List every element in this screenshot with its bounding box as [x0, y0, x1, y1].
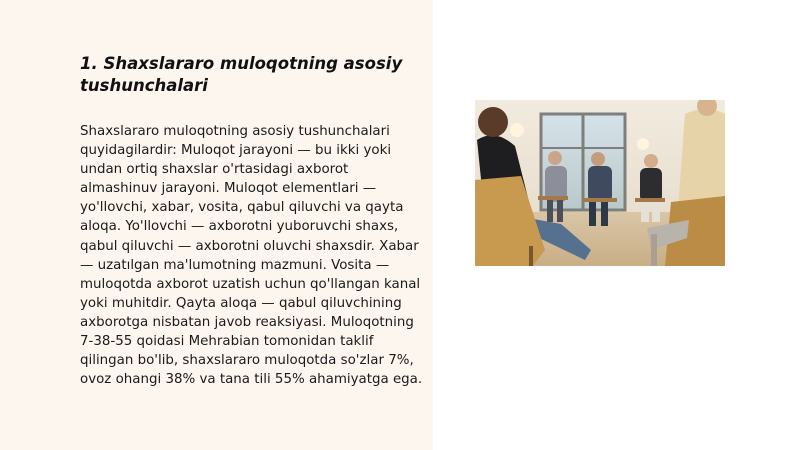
slide-body-text: Shaxslararo muloqotning asosiy tushunchalari quyidagilardir: Muloqot jarayoni — bu ikki yoki undan ortiq shaxslar o'rtasidagi axborot almashinuv jarayoni. Muloqot elementlari — yo'llovchi, xabar, vosita, qabul qiluvchi va qayta aloqa. Yo'llovchi — axborotni yuboruvchi shaxs, qabul qiluvchi — axborotni oluvchi shaxsdir. Xabar — uzatılgan ma'lumotning mazmuni. Vosita — muloqotda axborot uzatish uchun qo'llangan kanal yoki muhitdir. Qayta aloqa — qabul qiluvchining axborotga nisbatan javob reaksiyasi. Muloqotning 7-38-55 qoidasi Mehrabian tomonidan taklif qilingan bo'lib, shaxslararo muloqotda so'zlar 7%, ovoz ohangi 38% va tana tili 55% ahamiyatga ega.	[80, 124, 423, 388]
slide-title: 1. Shaxslararo muloqotning asosiy tushunchalari	[80, 54, 403, 95]
group-discussion-photo	[475, 100, 725, 266]
